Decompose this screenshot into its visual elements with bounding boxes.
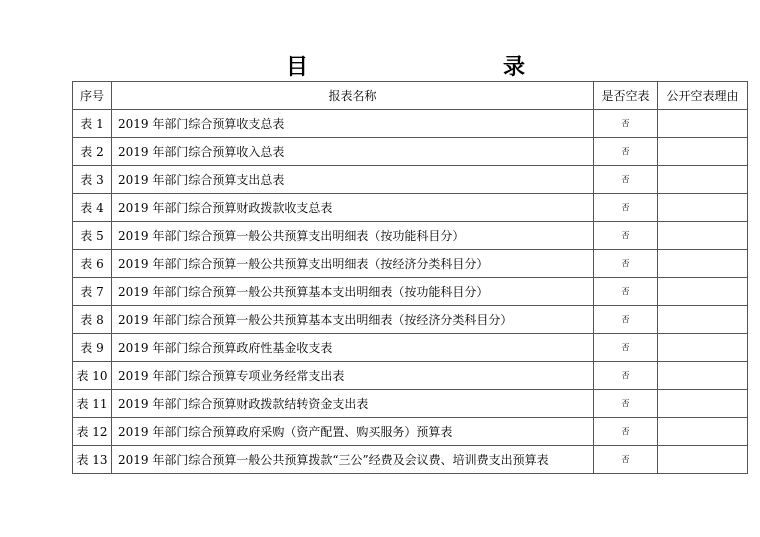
row-reason bbox=[658, 334, 748, 362]
row-empty: 否 bbox=[594, 222, 658, 250]
table-row bbox=[73, 250, 748, 278]
header-reason: 公开空表理由 bbox=[658, 82, 748, 110]
row-name: 2019 年部门综合预算政府性基金收支表 bbox=[112, 334, 594, 362]
row-reason bbox=[658, 110, 748, 138]
row-no: 表 11 bbox=[73, 390, 112, 418]
table-row bbox=[73, 446, 748, 474]
row-no: 表 8 bbox=[73, 306, 112, 334]
header-name: 报表名称 bbox=[112, 82, 594, 110]
row-empty: 否 bbox=[594, 306, 658, 334]
report-index-table bbox=[72, 81, 748, 474]
row-empty: 否 bbox=[594, 418, 658, 446]
row-name: 2019 年部门综合预算财政拨款结转资金支出表 bbox=[112, 390, 594, 418]
header-empty: 是否空表 bbox=[594, 82, 658, 110]
row-reason bbox=[658, 278, 748, 306]
table-row bbox=[73, 390, 748, 418]
row-name: 2019 年部门综合预算一般公共预算基本支出明细表（按经济分类科目分） bbox=[112, 306, 594, 334]
row-name: 2019 年部门综合预算政府采购（资产配置、购买服务）预算表 bbox=[112, 418, 594, 446]
row-name: 2019 年部门综合预算一般公共预算拨款“三公”经费及会议费、培训费支出预算表 bbox=[112, 446, 594, 474]
row-empty: 否 bbox=[594, 334, 658, 362]
row-empty: 否 bbox=[594, 166, 658, 194]
row-empty: 否 bbox=[594, 446, 658, 474]
row-reason bbox=[658, 250, 748, 278]
table-row bbox=[73, 418, 748, 446]
header-no: 序号 bbox=[73, 82, 112, 110]
table-row bbox=[73, 166, 748, 194]
row-reason bbox=[658, 306, 748, 334]
table-row bbox=[73, 194, 748, 222]
row-reason bbox=[658, 166, 748, 194]
row-name: 2019 年部门综合预算收支总表 bbox=[112, 110, 594, 138]
row-name: 2019 年部门综合预算收入总表 bbox=[112, 138, 594, 166]
row-reason bbox=[658, 138, 748, 166]
row-name: 2019 年部门综合预算一般公共预算基本支出明细表（按功能科目分） bbox=[112, 278, 594, 306]
row-no: 表 10 bbox=[73, 362, 112, 390]
row-name: 2019 年部门综合预算专项业务经常支出表 bbox=[112, 362, 594, 390]
row-empty: 否 bbox=[594, 390, 658, 418]
row-reason bbox=[658, 362, 748, 390]
row-empty: 否 bbox=[594, 362, 658, 390]
table-row bbox=[73, 138, 748, 166]
row-name: 2019 年部门综合预算支出总表 bbox=[112, 166, 594, 194]
row-no: 表 9 bbox=[73, 334, 112, 362]
row-no: 表 4 bbox=[73, 194, 112, 222]
row-reason bbox=[658, 194, 748, 222]
table-row bbox=[73, 362, 748, 390]
row-no: 表 7 bbox=[73, 278, 112, 306]
row-empty: 否 bbox=[594, 110, 658, 138]
row-name: 2019 年部门综合预算一般公共预算支出明细表（按功能科目分） bbox=[112, 222, 594, 250]
row-reason bbox=[658, 418, 748, 446]
row-reason bbox=[658, 446, 748, 474]
row-no: 表 13 bbox=[73, 446, 112, 474]
row-empty: 否 bbox=[594, 138, 658, 166]
row-empty: 否 bbox=[594, 194, 658, 222]
row-no: 表 1 bbox=[73, 110, 112, 138]
table-row bbox=[73, 222, 748, 250]
row-name: 2019 年部门综合预算财政拨款收支总表 bbox=[112, 194, 594, 222]
page-title bbox=[0, 50, 760, 80]
table-row bbox=[73, 306, 748, 334]
table-row bbox=[73, 334, 748, 362]
title-part-1: 目 bbox=[286, 55, 309, 80]
row-no: 表 3 bbox=[73, 166, 112, 194]
row-empty: 否 bbox=[594, 250, 658, 278]
row-no: 表 5 bbox=[73, 222, 112, 250]
row-reason bbox=[658, 390, 748, 418]
row-no: 表 12 bbox=[73, 418, 112, 446]
table-row bbox=[73, 278, 748, 306]
row-name: 2019 年部门综合预算一般公共预算支出明细表（按经济分类科目分） bbox=[112, 250, 594, 278]
row-no: 表 6 bbox=[73, 250, 112, 278]
row-empty: 否 bbox=[594, 278, 658, 306]
row-no: 表 2 bbox=[73, 138, 112, 166]
row-reason bbox=[658, 222, 748, 250]
table-header-row bbox=[73, 82, 748, 110]
table-row bbox=[73, 110, 748, 138]
title-part-2: 录 bbox=[503, 55, 526, 80]
